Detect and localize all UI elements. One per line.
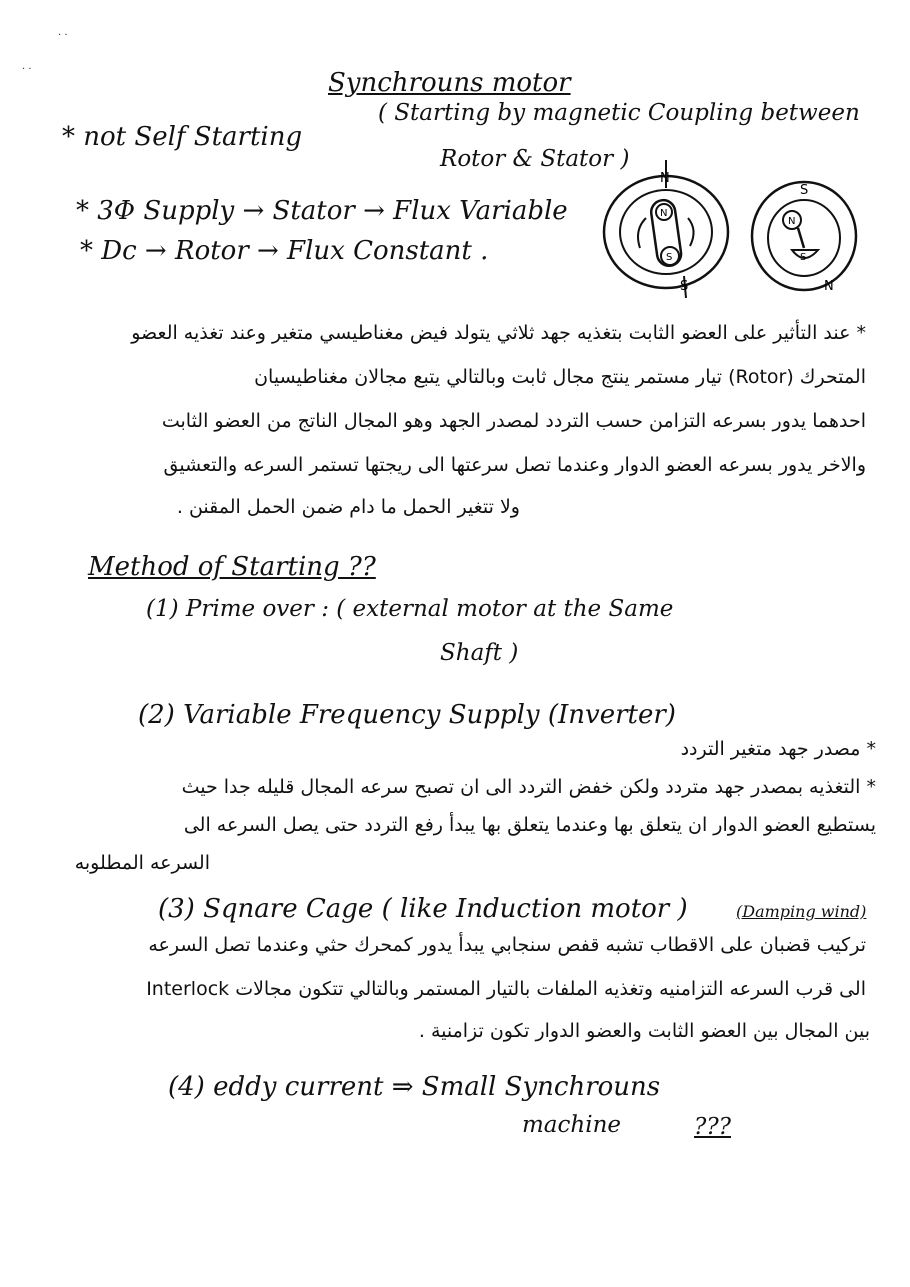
method-4-question: ??? [694,1114,731,1140]
starting-note-line-2: Rotor & Stator ) [440,146,630,172]
rotor-stator-diagram-left [600,160,732,300]
supply-line-rotor: * Dc → Rotor → Flux Constant . [80,236,489,266]
arabic-text-line: الى قرب السرعه التزامنيه وتغذيه الملفات بالتيار المستمر وبالتالي تتكون مجالات Interlock [146,978,866,1000]
method-4-line: (4) eddy current ⇒ Small Synchrouns [168,1072,661,1102]
method-2-line: (2) Variable Frequency Supply (Inverter) [138,700,676,730]
arabic-text-line: والاخر يدور بسرعه العضو الدوار وعندما تصل سرعتها الى ريجتها تستمر السرعه والتعشيق [163,454,866,476]
arabic-text-line: * عند التأثير على العضو الثابت بتغذيه جهد ثلاثي يتولد فيض مغناطيسي متغير وعند تغذيه العضو [131,322,866,344]
arabic-text-line: * مصدر جهد متغير التردد [680,738,876,760]
not-self-starting-line: * not Self Starting [62,122,303,152]
method-3-note: (Damping wind) [736,902,867,921]
arabic-text-line: ولا تتغير الحمل ما دام ضمن الحمل المقنن . [176,496,520,518]
pole-label: N [824,279,834,294]
pole-label: N [660,171,670,186]
arabic-text-line: بين المجال بين العضو الثابت والعضو الدوار تكون تزامنية . [418,1020,870,1042]
method-1-line: (1) Prime over : ( external motor at the Same [146,596,674,622]
method-3-line: (3) Sqnare Cage ( like Induction motor ) [158,894,688,924]
rotor-stator-diagram-right [748,178,860,298]
method-heading: Method of Starting ?? [88,552,376,582]
starting-note-line-1: ( Starting by magnetic Coupling between [378,100,860,126]
pole-label: N [660,208,668,219]
arabic-text-line: المتحرك (Rotor) تيار مستمر ينتج مجال ثابت وبالتالي يتبع مجالان مغناطيسيان [254,366,866,388]
pole-label: S [800,252,807,263]
arabic-text-line: * التغذيه بمصدر جهد متردد ولكن خفض التردد الى ان تصبح سرعه المجال قليله جدا حيث [181,776,876,798]
ink-speck: · · [58,30,68,41]
pole-label: S [666,252,673,263]
arabic-text-line: احدهما يدور بسرعه التزامن حسب التردد لمصدر الجهد وهو المجال الناتج من العضو الثابت [161,410,866,432]
arabic-text-line: السرعه المطلوبه [74,852,210,874]
supply-line-stator: * 3Φ Supply → Stator → Flux Variable [76,196,568,226]
pole-label: S [800,183,809,198]
ink-speck: · · [22,64,32,75]
arabic-text-line: تركيب قضبان على الاقطاب تشبه قفص سنجابي يبدأ يدور كمحرك حثي وعندما تصل السرعه [148,934,866,956]
method-1-line-cont: Shaft ) [440,640,519,666]
page-title: Synchrouns motor [328,68,571,98]
pole-label: N [788,216,796,227]
pole-label: S [680,279,689,294]
arabic-text-line: يستطيع العضو الدوار ان يتعلق بها وعندما يتعلق بها يبدأ رفع التردد حتى يصل السرعه الى [183,814,876,836]
method-4-line-cont: machine [522,1112,621,1138]
